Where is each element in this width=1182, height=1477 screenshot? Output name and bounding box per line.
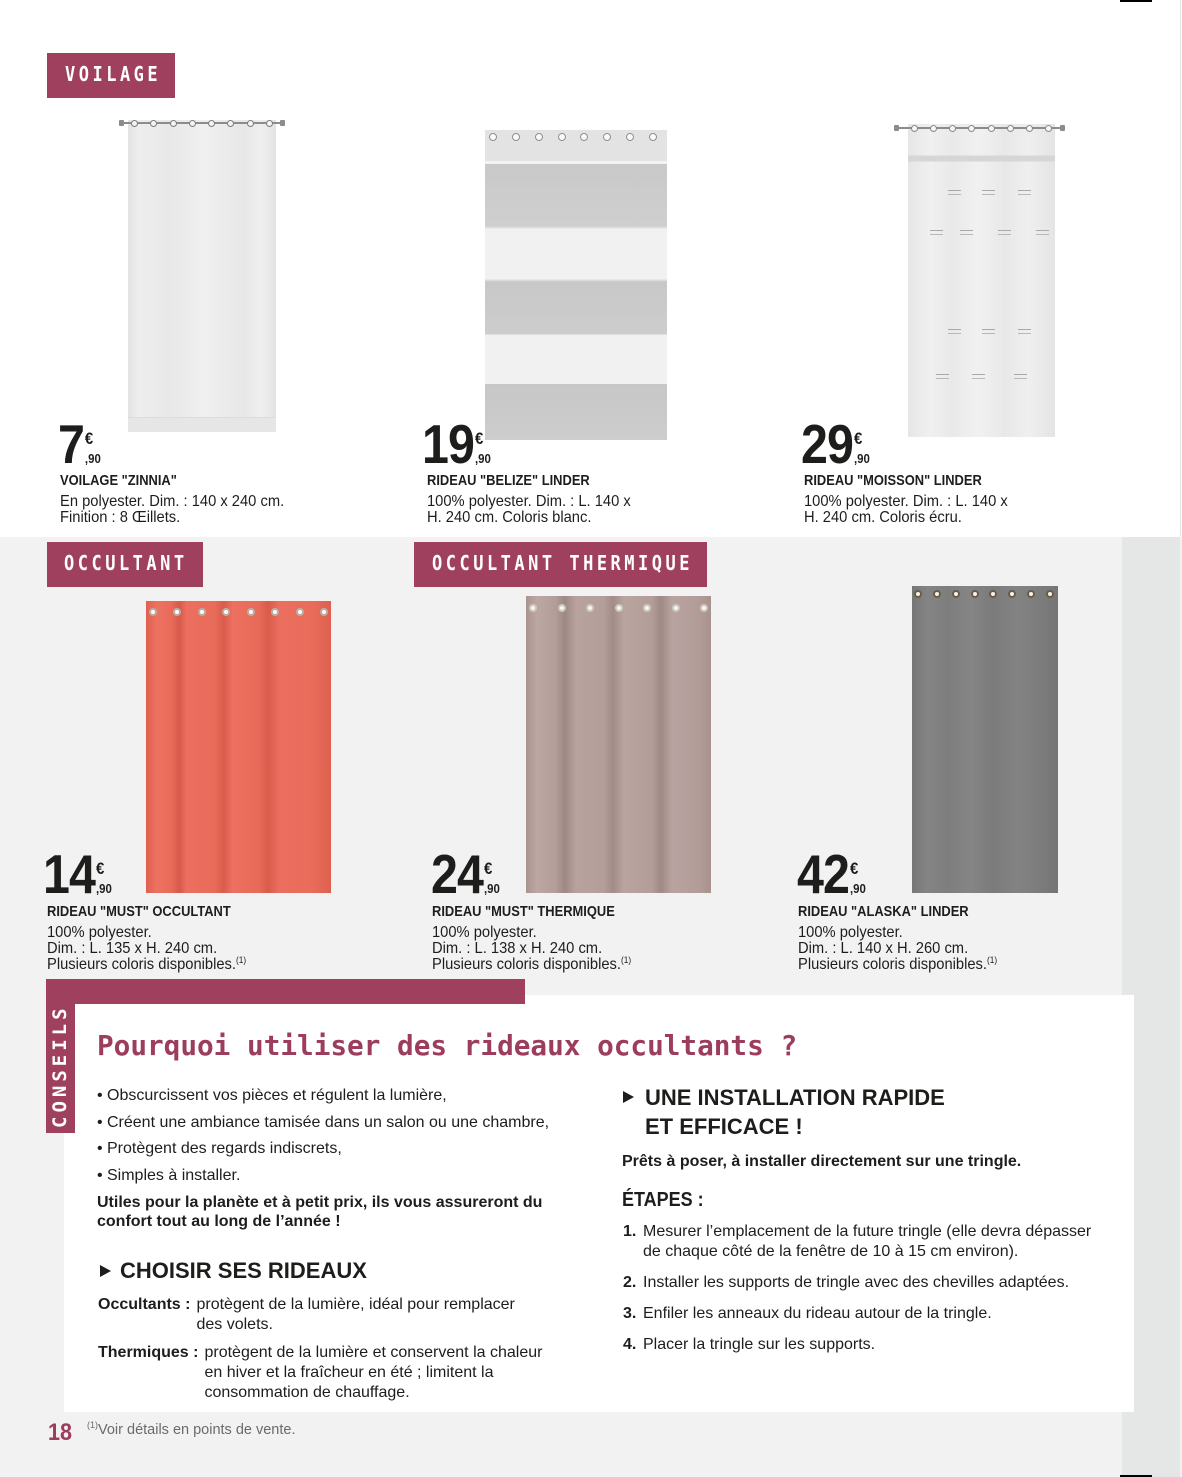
section-tag-occultant (47, 542, 203, 587)
install-heading (623, 1083, 945, 1141)
pattern-mark (982, 190, 995, 195)
price-integer: 14 (43, 843, 96, 905)
step-line: de chaque côté de la fenêtre de 10 à 15 cm environ). (643, 1243, 1019, 1260)
install-heading-text (645, 1083, 945, 1141)
pattern-mark (960, 230, 973, 235)
curtain-eyelets (489, 133, 657, 141)
summary-line: confort tout au long de l’année ! (97, 1213, 341, 1230)
pattern-mark (972, 374, 985, 379)
curtain-eyelets (131, 120, 273, 127)
description-text: Plusieurs coloris disponibles. (432, 956, 622, 973)
product-image-rideau-must-occultant (146, 601, 331, 893)
price-decimals: ,90 (483, 881, 500, 896)
description-line: Dim. : L. 138 x H. 240 cm. (432, 940, 603, 957)
curtain-type-description (204, 1343, 542, 1403)
list-item (97, 1163, 549, 1190)
price-integer: 7 (58, 413, 85, 475)
list-item-text: Obscurcissent vos pièces et régulent la lumière, (107, 1087, 447, 1104)
step-item (623, 1304, 1091, 1324)
steps-title: ÉTAPES : (622, 1189, 704, 1211)
step-line: Mesurer l’emplacement de la future tringle (elle devra dépasser (643, 1223, 1092, 1240)
product-name: VOILAGE "ZINNIA" (60, 472, 177, 489)
product-description (432, 925, 631, 973)
section-tag-voilage (47, 53, 175, 98)
description-line: Dim. : L. 135 x H. 240 cm. (47, 940, 218, 957)
bullet-icon: • (97, 1113, 103, 1131)
page-number: 18 (48, 1419, 73, 1446)
price-integer: 29 (801, 413, 854, 475)
price-integer: 19 (422, 413, 475, 475)
heading-line: ET EFFICACE ! (645, 1114, 803, 1139)
bullet-icon: • (97, 1140, 103, 1157)
product-name: RIDEAU "ALASKA" LINDER (798, 903, 969, 920)
price-tag (431, 843, 500, 905)
section-tag-label: OCCULTANT (64, 552, 188, 576)
currency-symbol: € (849, 859, 859, 878)
description-line: des volets. (196, 1316, 273, 1333)
conseils-title: Pourquoi utiliser des rideaux occultants ? (97, 1029, 798, 1062)
step-item (623, 1273, 1091, 1293)
currency-symbol: € (483, 859, 493, 878)
list-item-text: Protègent des regards indiscrets, (107, 1140, 342, 1157)
currency-symbol: € (474, 429, 484, 448)
curtain-type-occultants (98, 1295, 542, 1335)
description-line: consommation de chauffage. (204, 1384, 410, 1401)
product-name: RIDEAU "MOISSON" LINDER (804, 472, 982, 489)
footnote-marker: (1) (87, 1420, 98, 1430)
choose-heading (100, 1258, 367, 1284)
currency-symbol: € (853, 429, 863, 448)
description-line: 100% polyester. (432, 924, 537, 941)
install-intro: Prêts à poser, à installer directement sur une tringle. (622, 1153, 1022, 1170)
description-line: H. 240 cm. Coloris écru. (804, 509, 962, 526)
description-text: Plusieurs coloris disponibles. (798, 956, 988, 973)
step-number: 4. (623, 1336, 637, 1353)
price-decimals: ,90 (84, 451, 101, 466)
product-description (60, 494, 284, 526)
curtain-type-label: Occultants : (98, 1296, 191, 1313)
description-line (47, 957, 246, 973)
description-line: en hiver et la fraîcheur en été ; limitent la (204, 1364, 494, 1381)
step-text (643, 1273, 1069, 1293)
benefits-list (97, 1083, 549, 1189)
pattern-mark (948, 329, 961, 334)
step-text (643, 1222, 1091, 1262)
step-line: Enfiler les anneaux du rideau autour de la tringle. (643, 1305, 992, 1322)
step-number: 3. (623, 1305, 637, 1322)
triangle-right-icon (100, 1265, 111, 1277)
footnote-marker: (1) (621, 955, 632, 965)
price-cents (854, 417, 870, 465)
description-line: 100% polyester. (47, 924, 152, 941)
list-item-text: Créent une ambiance tamisée dans un salon ou une chambre, (107, 1113, 550, 1131)
pattern-mark (930, 230, 943, 235)
price-cents (96, 847, 112, 895)
heading-line: UNE INSTALLATION RAPIDE (645, 1085, 945, 1110)
price-cents (475, 417, 491, 465)
step-item (623, 1222, 1091, 1262)
price-cents (85, 417, 101, 465)
footnote-marker: (1) (236, 955, 247, 965)
currency-symbol: € (84, 429, 94, 448)
price-cents (484, 847, 500, 895)
curtain-eyelets (911, 125, 1052, 132)
pattern-mark (1036, 230, 1049, 235)
product-description (798, 925, 997, 973)
list-item (97, 1083, 549, 1110)
curtain-fabric (526, 596, 711, 893)
footnote-marker: (1) (987, 955, 998, 965)
product-name: RIDEAU "MUST" THERMIQUE (432, 903, 615, 920)
description-line: En polyester. Dim. : 140 x 240 cm. (60, 493, 285, 510)
product-image-rideau-must-thermique (526, 596, 711, 893)
step-number: 2. (623, 1274, 637, 1291)
currency-symbol: € (95, 859, 105, 878)
footnote (87, 1421, 296, 1439)
price-decimals: ,90 (853, 451, 870, 466)
step-item (623, 1335, 1091, 1355)
price-tag (58, 413, 101, 475)
step-text (643, 1335, 875, 1355)
conseils-accent-bar (46, 979, 525, 1004)
description-line (432, 957, 631, 973)
price-tag (43, 843, 112, 905)
curtain-types-list (98, 1295, 542, 1403)
product-image-rideau-belize (485, 130, 667, 440)
price-tag (422, 413, 491, 475)
bullet-icon: • (97, 1166, 103, 1184)
description-line: 100% polyester. Dim. : L. 140 x (804, 493, 1008, 510)
section-tag-label: VOILAGE (65, 63, 162, 87)
steps-list (623, 1222, 1091, 1366)
pattern-mark (982, 329, 995, 334)
step-line: Placer la tringle sur les supports. (643, 1336, 876, 1353)
description-line: H. 240 cm. Coloris blanc. (427, 509, 592, 526)
description-text: Plusieurs coloris disponibles. (47, 956, 237, 973)
step-number: 1. (623, 1223, 637, 1240)
price-tag (801, 413, 870, 475)
price-cents (850, 847, 866, 895)
conseils-tab: CONSEILS (46, 979, 75, 1133)
curtain-fabric (908, 124, 1055, 437)
description-line (798, 957, 997, 973)
benefits-summary (97, 1193, 542, 1231)
section-tag-occultant-thermique (414, 542, 707, 587)
pattern-mark (936, 374, 949, 379)
product-description (804, 494, 1008, 526)
pattern-mark (948, 190, 961, 195)
curtain-eyelets (529, 604, 708, 612)
curtain-fabric (146, 601, 331, 893)
curtain-eyelets (914, 590, 1054, 598)
product-name: RIDEAU "MUST" OCCULTANT (47, 903, 231, 920)
price-integer: 24 (431, 843, 484, 905)
pattern-mark (1014, 374, 1027, 379)
description-line: protègent de la lumière et conservent la chaleur (204, 1344, 543, 1361)
product-description (427, 494, 631, 526)
choose-heading-text: CHOISIR SES RIDEAUX (120, 1258, 367, 1283)
crop-mark-top (1120, 0, 1152, 2)
curtain-fabric (912, 586, 1058, 893)
description-line: 100% polyester. (798, 924, 903, 941)
curtain-type-description (196, 1295, 514, 1335)
product-description (47, 925, 246, 973)
description-line: 100% polyester. Dim. : L. 140 x (427, 493, 631, 510)
curtain-fabric (485, 130, 667, 440)
section-tag-label: OCCULTANT THERMIQUE (432, 552, 693, 576)
curtain-fabric (128, 120, 276, 432)
step-text (643, 1304, 992, 1324)
bullet-icon: • (97, 1087, 103, 1104)
description-line: Dim. : L. 140 x H. 260 cm. (798, 940, 969, 957)
product-image-rideau-alaska (912, 586, 1058, 893)
product-name: RIDEAU "BELIZE" LINDER (427, 472, 590, 489)
summary-line: Utiles pour la planète et à petit prix, ils vous assureront du (97, 1194, 543, 1211)
pattern-mark (1018, 190, 1031, 195)
curtain-eyelets (149, 608, 328, 616)
list-item (97, 1110, 549, 1137)
page-edge-line (1180, 0, 1181, 537)
product-image-rideau-moisson (908, 124, 1055, 437)
pattern-mark (998, 230, 1011, 235)
price-tag (797, 843, 866, 905)
list-item (97, 1136, 549, 1163)
triangle-right-icon (623, 1091, 634, 1103)
price-decimals: ,90 (849, 881, 866, 896)
list-item-text: Simples à installer. (107, 1166, 241, 1184)
description-line: protègent de la lumière, idéal pour remplacer (196, 1296, 515, 1313)
price-integer: 42 (797, 843, 850, 905)
footnote-text: Voir détails en points de vente. (98, 1422, 296, 1438)
pattern-mark (1018, 329, 1031, 334)
curtain-type-label: Thermiques : (98, 1344, 199, 1361)
step-line: Installer les supports de tringle avec des chevilles adaptées. (643, 1274, 1070, 1291)
product-image-voilage-zinnia (128, 120, 276, 432)
description-line: Finition : 8 Œillets. (60, 509, 181, 526)
price-decimals: ,90 (95, 881, 112, 896)
curtain-type-thermiques (98, 1343, 542, 1403)
price-decimals: ,90 (474, 451, 491, 466)
